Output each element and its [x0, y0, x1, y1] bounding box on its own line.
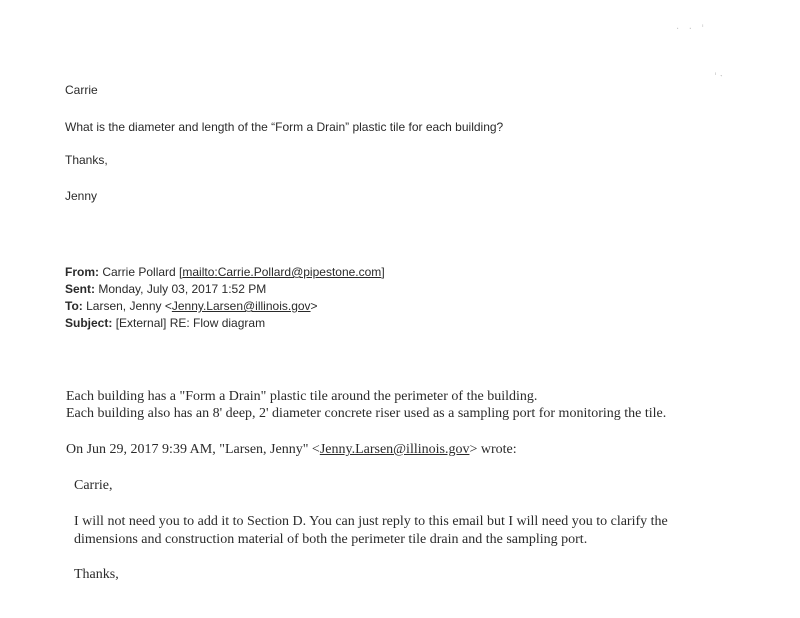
from-name: Carrie Pollard [102, 265, 176, 279]
to-email-link[interactable]: Jenny.Larsen@illinois.gov [171, 299, 311, 313]
reply-question: What is the diameter and length of the “Form a Drain” plastic tile for each building? [65, 120, 504, 134]
reply-signature: Jenny [65, 189, 98, 203]
reply-thanks: Thanks, [65, 153, 108, 167]
quote-para-line-2: dimensions and construction material of both the perimeter tile drain and the sampling port. [74, 532, 588, 547]
quote-thanks: Thanks, [74, 567, 119, 582]
from-label: From: [65, 265, 99, 279]
header-sent [65, 282, 266, 296]
quote-intro-prefix: On Jun 29, 2017 9:39 AM, "Larsen, Jenny" < [66, 442, 320, 457]
quote-intro [66, 442, 517, 458]
header-subject [65, 316, 265, 330]
subject-label: Subject: [65, 316, 113, 330]
quote-intro-suffix: > wrote: [469, 442, 517, 457]
subject-value: [External] RE: Flow diagram [115, 316, 266, 330]
quote-intro-email-link[interactable]: Jenny.Larsen@illinois.gov [319, 442, 470, 457]
scan-speck: · · ˈ [676, 24, 705, 35]
sent-value: Monday, July 03, 2017 1:52 PM [98, 282, 267, 296]
body-line-2: Each building also has an 8' deep, 2' diameter concrete riser used as a sampling port for monitoring the tile. [66, 406, 667, 421]
from-mailto-link[interactable]: mailto:Carrie.Pollard@pipestone.com [182, 265, 382, 279]
reply-greeting: Carrie [65, 83, 98, 97]
scan-speck: ˈ ˑ [714, 72, 724, 83]
to-label: To: [65, 299, 83, 313]
header-to: To: Larsen, Jenny <Jenny.Larsen@illinois.gov> [65, 299, 318, 313]
quote-para-line-1: I will not need you to add it to Section D. You can just reply to this email but I will need you to clarify the [74, 514, 668, 529]
to-name: Larsen, Jenny [86, 299, 162, 313]
header-from: From: Carrie Pollard [mailto:Carrie.Pollard@pipestone.com] [65, 265, 385, 279]
sent-label: Sent: [65, 282, 95, 296]
body-line-1: Each building has a "Form a Drain" plastic tile around the perimeter of the building. [66, 389, 538, 404]
quote-greeting: Carrie, [74, 478, 113, 493]
